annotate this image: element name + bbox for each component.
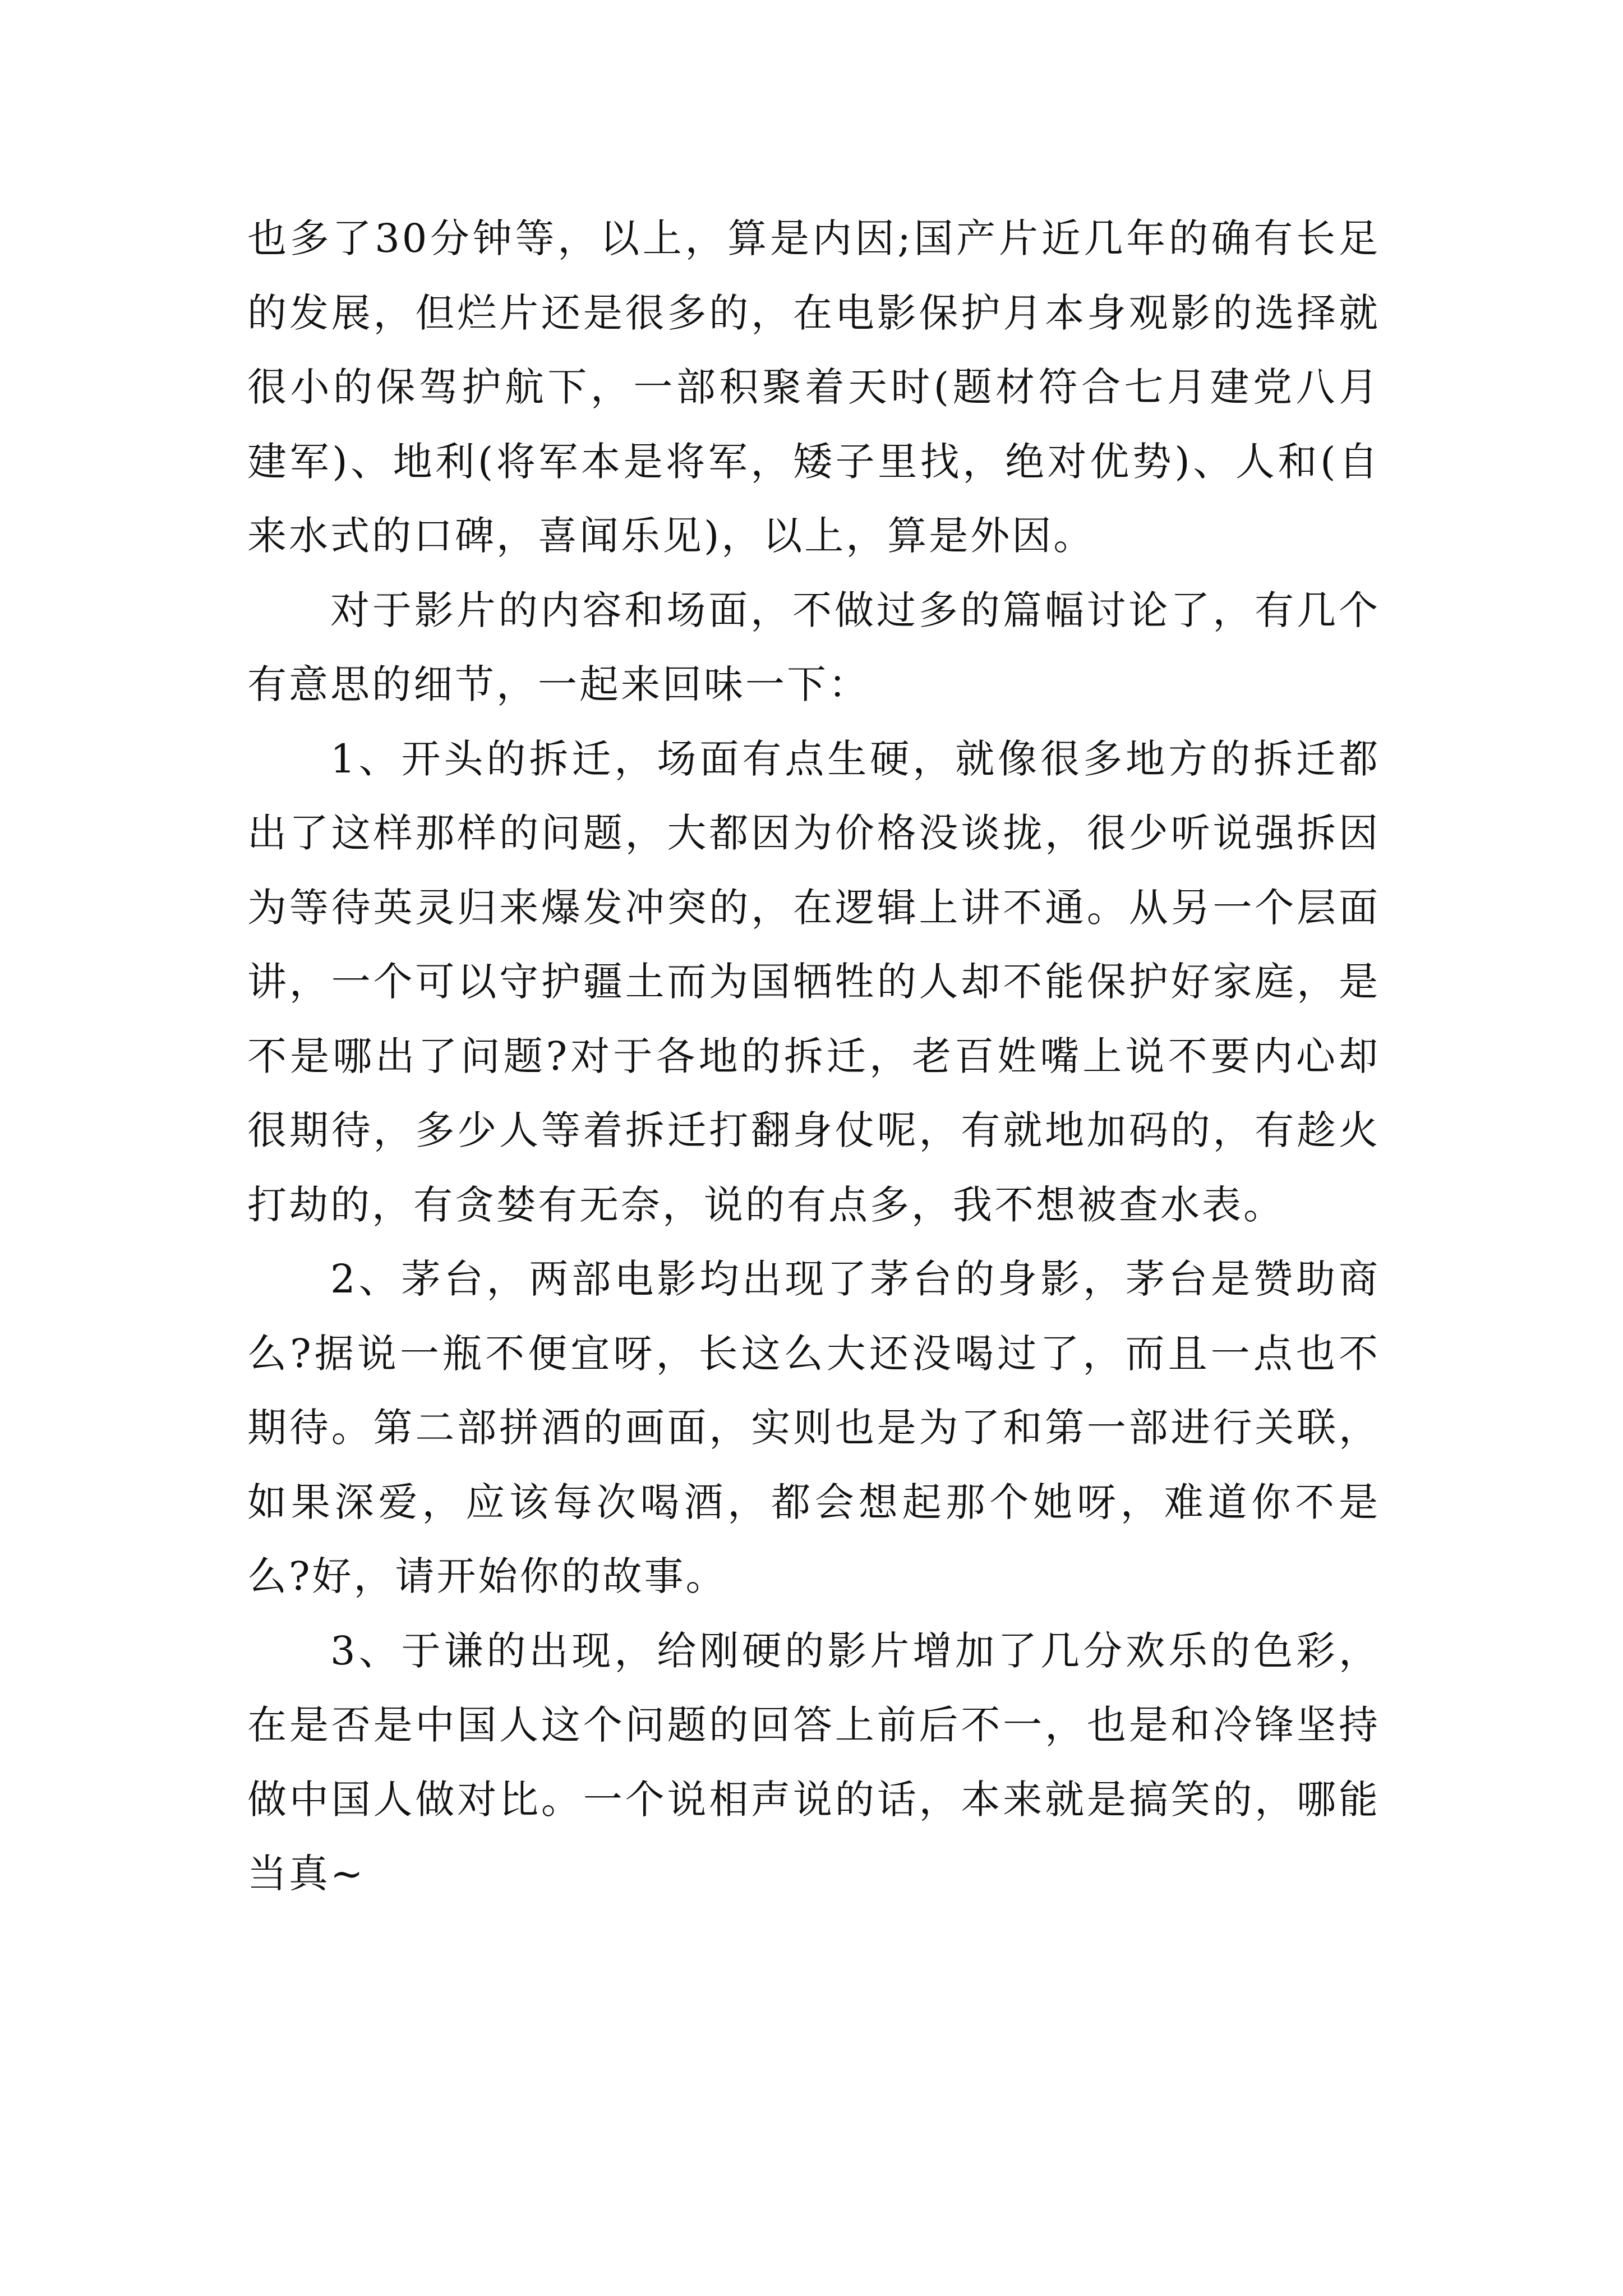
body-text [247, 201, 1380, 1911]
paragraph-intro-details: 对于影片的内容和场面，不做过多的篇幅讨论了，有几个有意思的细节，一起来回味一下： [247, 587, 1380, 707]
paragraph-point-2-moutai: 2、茅台，两部电影均出现了茅台的身影，茅台是赞助商么?据说一瓶不便宜呀，长这么大还没喝过了，而且一点也不期待。第二部拼酒的画面，实则也是为了和第一部进行关联，如果深爱，应该每次喝酒，都会想起那个她呀，难道你不是么?好，请开始你的故事。 [247, 1256, 1380, 1599]
paragraph-continuation: 也多了30分钟等，以上，算是内因;国产片近几年的确有长足的发展，但烂片还是很多的，在电影保护月本身观影的选择就很小的保驾护航下，一部积聚着天时(题材符合七月建党八月建军)、地利(将军本是将军，矮子里找，绝对优势)、人和(自来水式的口碑，喜闻乐见)，以上，算是外因。 [247, 215, 1380, 559]
paragraph-point-3-yu-qian: 3、于谦的出现，给刚硬的影片增加了几分欢乐的色彩，在是否是中国人这个问题的回答上前后不一，也是和冷锋坚持做中国人做对比。一个说相声说的话，本来就是搞笑的，哪能当真~ [247, 1627, 1380, 1897]
paragraph-point-1-demolition: 1、开头的拆迁，场面有点生硬，就像很多地方的拆迁都出了这样那样的问题，大都因为价格没谈拢，很少听说强拆因为等待英灵归来爆发冲突的，在逻辑上讲不通。从另一个层面讲，一个可以守护疆土而为国牺牲的人却不能保护好家庭，是不是哪出了问题?对于各地的拆迁，老百姓嘴上说不要内心却很期待，多少人等着拆迁打翻身仗呢，有就地加码的，有趁火打劫的，有贪婪有无奈，说的有点多，我不想被查水表。 [247, 735, 1380, 1228]
